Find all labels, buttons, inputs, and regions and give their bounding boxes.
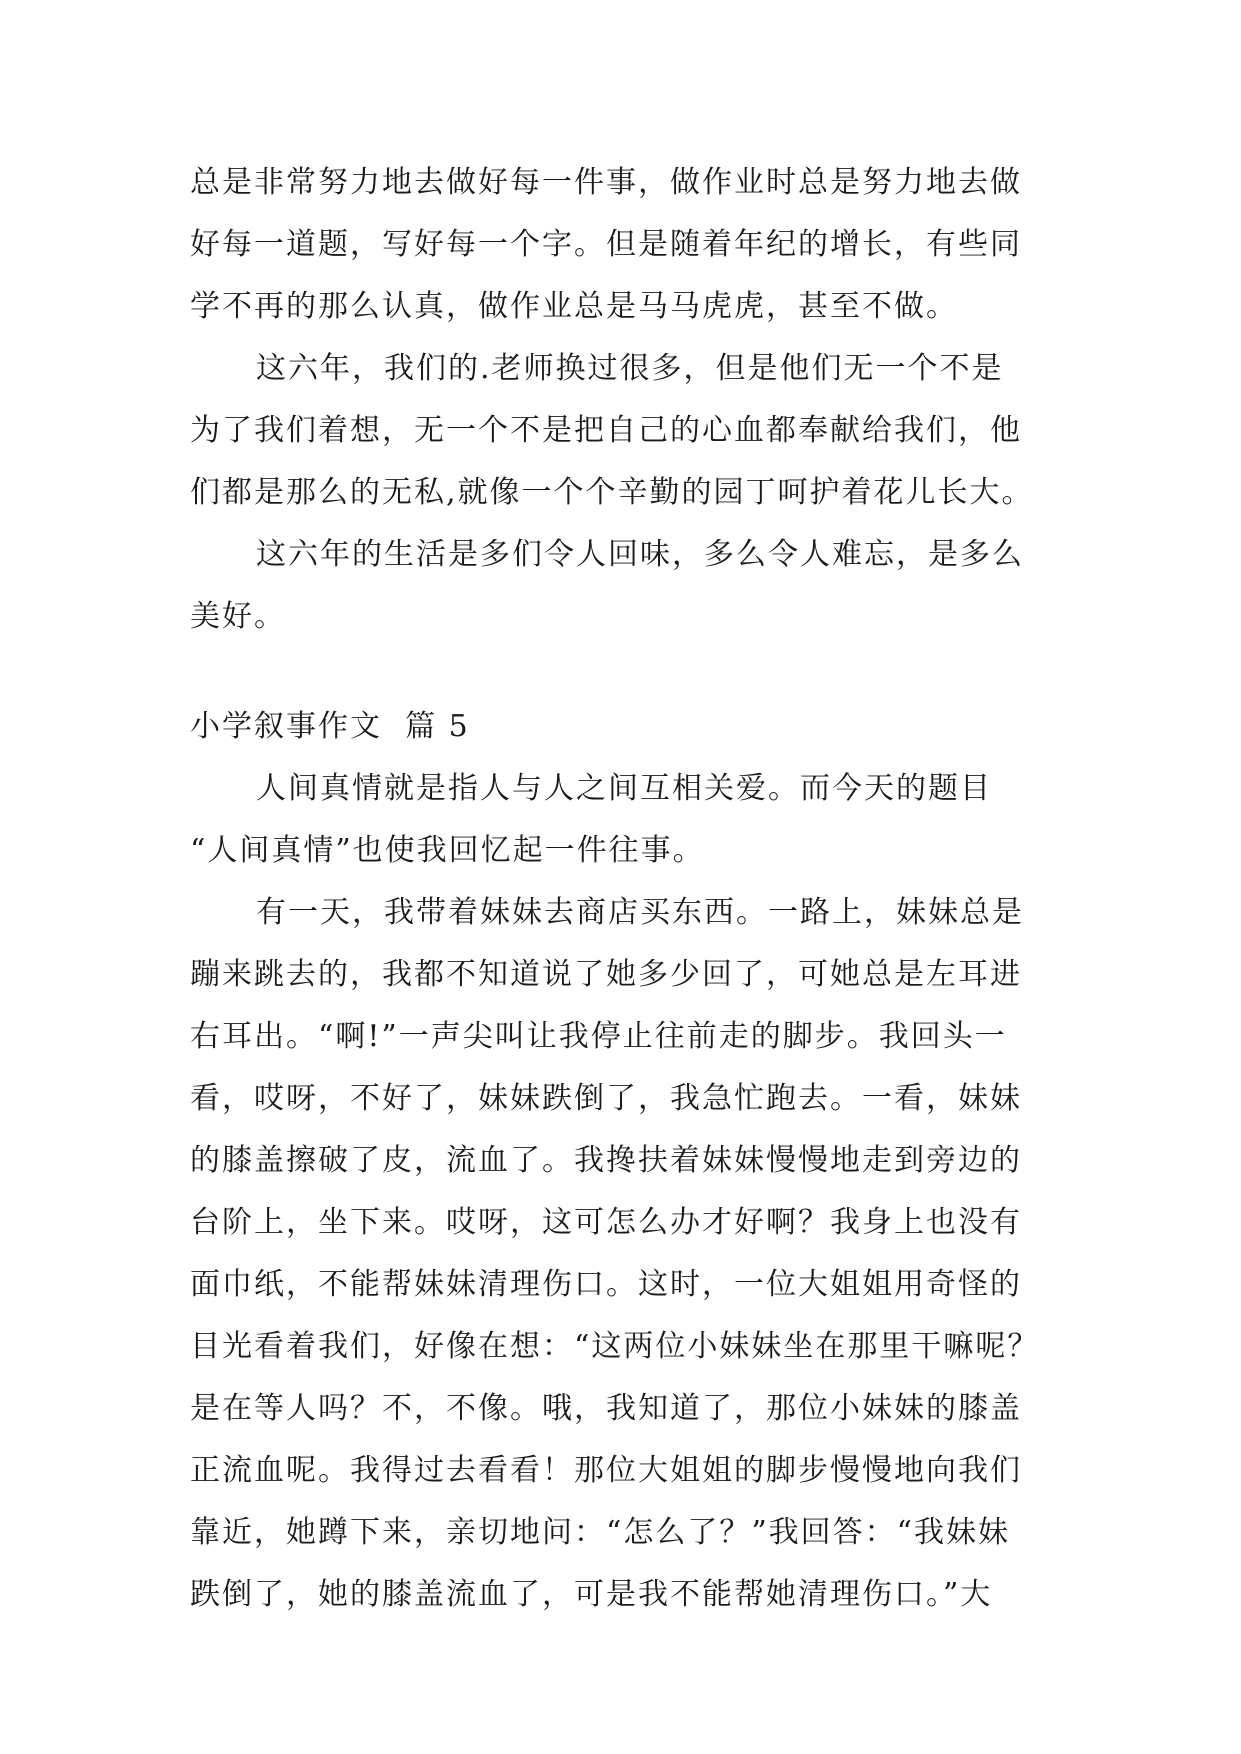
- text-line: “人间真情”也使我回忆起一件往事。: [190, 833, 705, 868]
- text-line: 正流血呢。我得过去看看！那位大姐姐的脚步慢慢地向我们: [190, 1453, 1022, 1488]
- text-line: 靠近，她蹲下来，亲切地问：“怎么了？”我回答：“我妹妹: [190, 1515, 1011, 1550]
- text-line: 们都是那么的无私,就像一个个辛勤的园丁呵护着花儿长大。: [190, 475, 1034, 510]
- section-heading-block: [190, 696, 1060, 758]
- text-line: 是在等人吗？不，不像。哦，我知道了，那位小妹妹的膝盖: [190, 1391, 1022, 1426]
- text-line: 的膝盖擦破了皮，流血了。我搀扶着妹妹慢慢地走到旁边的: [190, 1143, 1022, 1178]
- paragraph: [190, 524, 1060, 648]
- text-line: 台阶上，坐下来。哎呀，这可怎么办才好啊？我身上也没有: [190, 1205, 1022, 1240]
- text-line: 为了我们着想，无一个不是把自己的心血都奉献给我们，他: [190, 413, 1022, 448]
- text-line: 蹦来跳去的，我都不知道说了她多少回了，可她总是左耳进: [190, 957, 1022, 992]
- paragraph: [190, 882, 1060, 1626]
- text-line: 总是非常努力地去做好每一件事，做作业时总是努力地去做: [190, 165, 1022, 200]
- text-line: 这六年的生活是多们令人回味，多么令人难忘，是多么: [256, 537, 1024, 572]
- text-line: 目光看着我们，好像在想：“这两位小妹妹坐在那里干嘛呢？: [190, 1329, 1040, 1364]
- text-line: 有一天，我带着妹妹去商店买东西。一路上，妹妹总是: [256, 895, 1024, 930]
- text-line: 人间真情就是指人与人之间互相关爱。而今天的题目: [256, 771, 992, 806]
- text-line: 右耳出。“啊!”一声尖叫让我停止往前走的脚步。我回头一: [190, 1019, 1007, 1054]
- section-heading: 小学叙事作文 篇 5: [190, 709, 470, 744]
- text-line: 学不再的那么认真，做作业总是马马虎虎，甚至不做。: [190, 289, 958, 324]
- document-body: [190, 152, 1060, 1626]
- text-line: 面巾纸，不能帮妹妹清理伤口。这时，一位大姐姐用奇怪的: [190, 1267, 1022, 1302]
- paragraph: [190, 758, 1060, 882]
- paragraph: [190, 338, 1060, 524]
- text-line: 跌倒了，她的膝盖流血了，可是我不能帮她清理伤口。”大: [190, 1577, 993, 1612]
- text-line: 这六年，我们的.老师换过很多，但是他们无一个不是: [256, 351, 1004, 386]
- text-line: 美好。: [190, 599, 286, 634]
- paragraph: [190, 152, 1060, 338]
- text-line: 好每一道题，写好每一个字。但是随着年纪的增长，有些同: [190, 227, 1022, 262]
- text-line: 看，哎呀，不好了，妹妹跌倒了，我急忙跑去。一看，妹妹: [190, 1081, 1022, 1116]
